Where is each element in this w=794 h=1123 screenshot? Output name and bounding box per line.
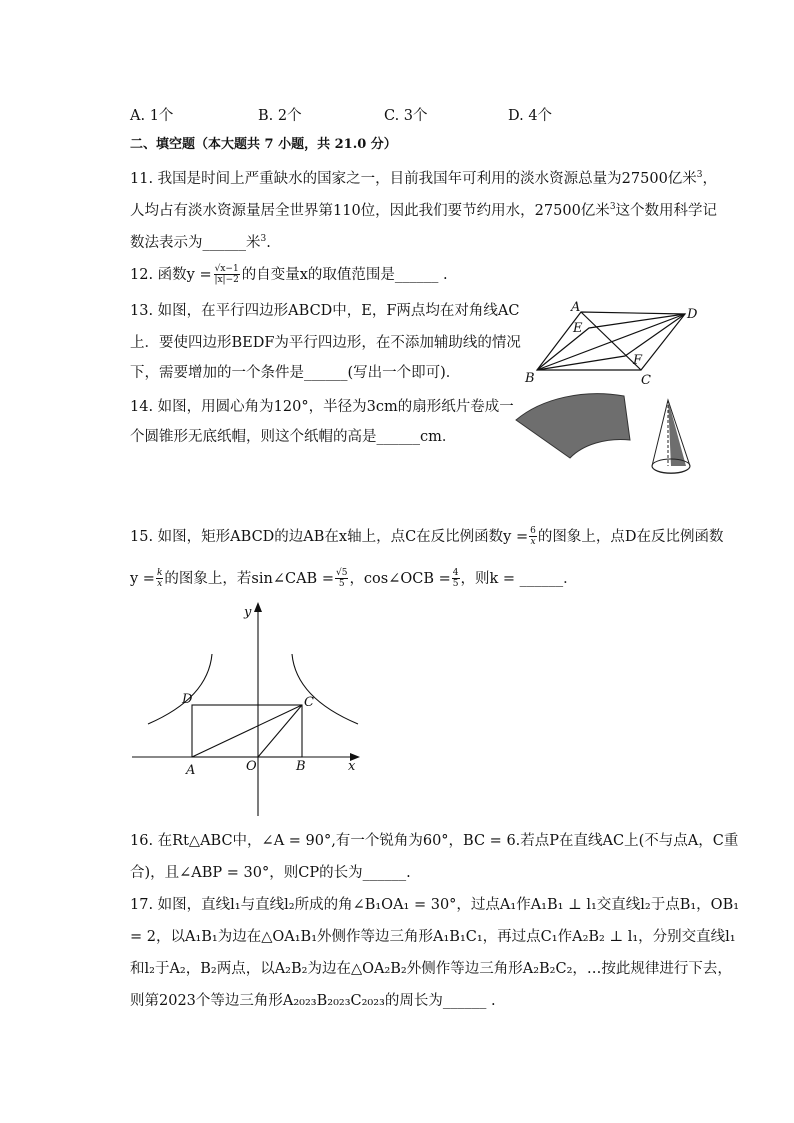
q16-line-2: 合)，且∠ABP = 30°，则CP的长为______.	[130, 865, 411, 881]
label-x: x	[348, 759, 356, 774]
q12-numerator: √x−1	[214, 264, 239, 274]
cone	[652, 400, 690, 473]
sector-paper	[516, 394, 630, 458]
q13-line-3: 下，需要增加的一个条件是______(写出一个即可)．	[130, 365, 461, 381]
label-o: O	[246, 759, 257, 774]
section-header: 二、填空题（本大题共 7 小题，共 21.0 分）	[130, 137, 397, 152]
q12-denominator: |x|−2	[214, 275, 239, 285]
option-a: A. 1个	[130, 108, 174, 124]
q13-line-2: 上．要使四边形BEDF为平行四边形，在不添加辅助线的情况	[130, 335, 521, 351]
option-d: D. 4个	[508, 108, 553, 124]
coordinate-figure	[128, 598, 368, 823]
label-y: y	[244, 605, 252, 620]
option-c: C. 3个	[384, 108, 428, 124]
segment-oc	[258, 705, 302, 757]
label-c: C	[304, 695, 314, 710]
q11-line-1: 11. 我国是时间上严重缺水的国家之一，目前我国年可利用的淡水资源总量为27500亿米$^3$，	[130, 170, 718, 187]
q14-line-2: 个圆锥形无底纸帽，则这个纸帽的高是______cm．	[130, 429, 457, 445]
sector-and-cone-figure	[510, 386, 700, 486]
q11-line-3: 数法表示为______米$^3$.	[130, 234, 271, 251]
q17-line-3: 和l₂于A₂，B₂两点，以A₂B₂为边在△OA₂B₂外侧作等边三角形A₂B₂C₂，…按此规律进行下去，	[130, 961, 732, 977]
option-b: B. 2个	[258, 108, 302, 124]
y-arrow	[254, 602, 262, 612]
label-c: C	[641, 373, 651, 388]
q15-line-2: y = $\frac{k}{x}$ 的图象上，若sin∠CAB = $\frac{√5}{5}$ ，cos∠OCB = $\frac{4}{5}$ ，则k = ______．	[130, 568, 578, 589]
q14-line-1: 14. 如图，用圆心角为120°，半径为3cm的扇形纸片卷成一	[130, 399, 514, 415]
q17-line-2: = 2，以A₁B₁为边在△OA₁B₁外侧作等边三角形A₁B₁C₁，再过点C₁作A₂B₂ ⊥ l₁，分别交直线l₁	[130, 929, 736, 945]
parallelogram-figure	[505, 298, 705, 390]
label-f: F	[633, 353, 643, 368]
label-b: B	[525, 371, 535, 386]
segment-ac	[192, 705, 302, 757]
label-b: B	[296, 759, 306, 774]
label-d: D	[687, 307, 698, 322]
q16-line-1: 16. 在Rt△ABC中，∠A = 90°,有一个锐角为60°，BC = 6.若点P在直线AC上(不与点A，C重	[130, 833, 739, 849]
label-d: D	[182, 692, 193, 707]
label-a: A	[571, 300, 581, 315]
q13-line-1: 13. 如图，在平行四边形ABCD中，E，F两点均在对角线AC	[130, 303, 520, 319]
q17-line-1: 17. 如图，直线l₁与直线l₂所成的角∠B₁OA₁ = 30°，过点A₁作A₁B₁ ⊥ l₁交直线l₂于点B₁，OB₁	[130, 897, 740, 913]
q17-line-4: 则第2023个等边三角形A₂₀₂₃B₂₀₂₃C₂₀₂₃的周长为______ .	[130, 993, 496, 1009]
curve-left	[148, 654, 212, 724]
q11-line-2: 人均占有淡水资源量居全世界第110位，因此我们要节约用水，27500亿米$^3$这个数用科学记	[130, 202, 718, 219]
q15-line-1: 15. 如图，矩形ABCD的边AB在x轴上，点C在反比例函数y = $\frac{6}{x}$ 的图象上，点D在反比例函数	[130, 526, 724, 547]
label-a: A	[186, 763, 196, 778]
label-e: E	[573, 321, 583, 336]
q12-line: 12. 函数y = $\frac{√x-1}{|x|-2}$ 的自变量x的取值范围是______ .	[130, 264, 448, 285]
